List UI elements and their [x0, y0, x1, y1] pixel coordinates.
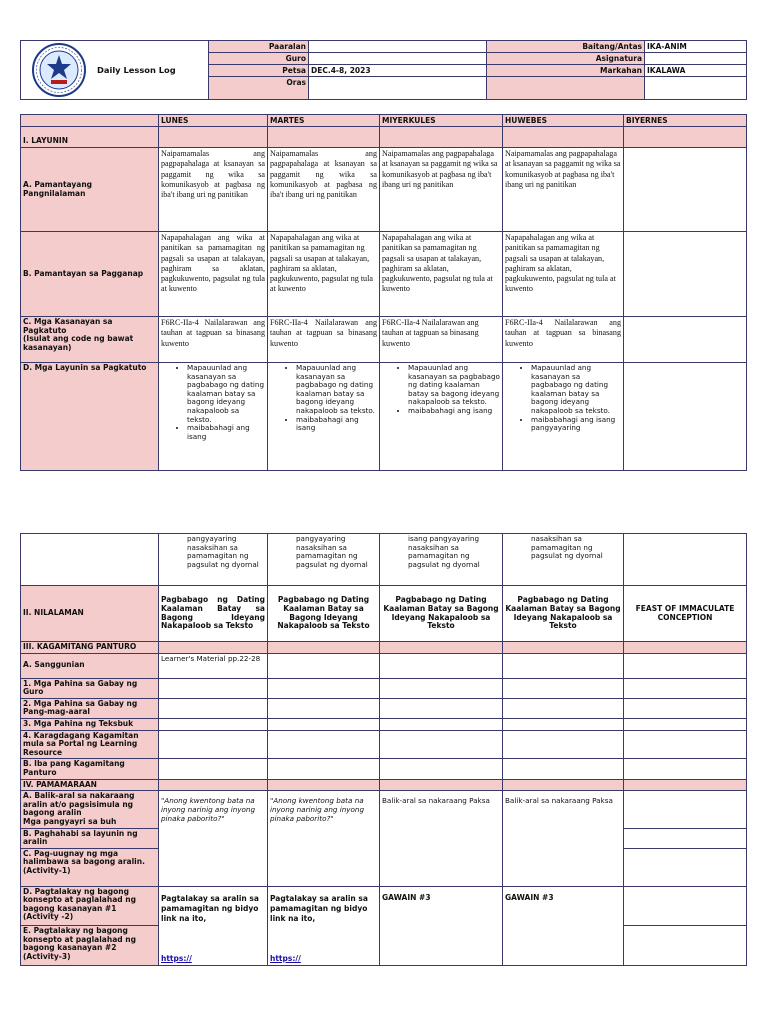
- day-miyerkules: MIYERKULES: [380, 115, 503, 127]
- paaralan-value: [309, 41, 487, 53]
- empty-cell: [380, 678, 503, 698]
- empty-cell: [159, 759, 268, 779]
- pamamaraan-fill: [268, 779, 380, 791]
- cont-biyernes: [624, 534, 747, 586]
- empty-cell: [503, 698, 624, 718]
- pamamaraan-fill: [503, 779, 624, 791]
- baitang-value: IKA-ANIM: [645, 41, 747, 53]
- day-lunes: LUNES: [159, 115, 268, 127]
- cell-c-biyernes: [624, 317, 747, 363]
- cont-martes: [268, 534, 380, 586]
- kagamitan-fill: [503, 642, 624, 654]
- row-label-pamantayang-pangnilalaman: A. Pamantayang Pangnilalaman: [21, 148, 159, 232]
- iba-pang-kagamitan-label: B. Iba pang Kagamitang Panturo: [21, 759, 159, 779]
- lesson-table-block: [20, 533, 746, 966]
- empty-cell: [503, 653, 624, 678]
- pagtalakay-1-text: D. Pagtalakay ng bagong konsepto at paglalahad ng bagong kasanayan #1: [23, 886, 136, 913]
- lesson-table: [20, 533, 747, 966]
- activity-3-note: (Activity-3): [23, 951, 71, 961]
- cell-d-biyernes: [624, 363, 747, 471]
- oras-value: [309, 77, 487, 100]
- guro-value: [309, 53, 487, 65]
- cell-c-huwebes: F6RC-IIa-4 Nailalarawan ang tauhan at tagpuan sa binasang kuwento: [503, 317, 624, 363]
- activity-1-note: (Activity-1): [23, 865, 71, 875]
- kasanayan-note: (Isulat ang code ng bawat kasanayan): [23, 334, 134, 352]
- list-item: • maibabahagi ang isang pangyayaring: [531, 416, 621, 433]
- row-label-pamantayan-sa-pagganap: B. Pamantayan sa Pagganap: [21, 232, 159, 317]
- row-label-layunin-sa-pagkatuto: D. Mga Layunin sa Pagkatuto: [21, 363, 159, 471]
- nilalaman-label: II. NILALAMAN: [21, 586, 159, 642]
- header-table: [20, 40, 747, 100]
- header-block: [20, 40, 746, 98]
- activity-2-note: (Activity -2): [23, 912, 74, 922]
- cell-a-lunes: Naipamamalas ang pagpapahalaga at ksanayan sa paggamit ng wika sa komunikasyob at pagbasa ng iba't ibang uri ng panitikan: [159, 148, 268, 232]
- feast-note: FEAST OF IMMACULATE CONCEPTION: [624, 586, 747, 642]
- pagtalakay-text: Pagtalakay sa aralin sa pamamagitan ng bidyo link na ito,: [270, 893, 368, 923]
- cell-b-huwebes: Napapahalagan ang wika at panitikan sa pamamagitan ng pagsali sa usapan at talakayan, paghiram sa aklatan, pagkukuwento, pagsulat ng tula at kuwento: [503, 232, 624, 317]
- pagtalakay-lunes: [159, 886, 268, 965]
- empty-cell: [624, 791, 747, 828]
- nilalaman-martes: Pagbabago ng Dating Kaalaman Batay sa Bagong Ideyang Nakapaloob sa Teksto: [268, 586, 380, 642]
- empty-cell: [503, 759, 624, 779]
- corner-cell: [21, 115, 159, 127]
- baitang-label: Baitang/Antas: [487, 41, 645, 53]
- balik-aral-note: Mga pangyayri sa buh: [23, 816, 117, 826]
- empty-cell: [268, 730, 380, 759]
- pagtalakay-2-label: [21, 926, 159, 966]
- layunin-fill: [624, 127, 747, 148]
- pagtalakay-2-text: E. Pagtalakay ng bagong konsepto at paglalahad ng bagong kasanayan #2: [23, 926, 136, 953]
- gabay-guro-label: 1. Mga Pahina sa Gabay ng Guro: [21, 678, 159, 698]
- nilalaman-huwebes: Pagbabago ng Dating Kaalaman Batay sa Bagong Ideyang Nakapaloob sa Teksto: [503, 586, 624, 642]
- cont-label: [21, 534, 159, 586]
- kagamitan-heading: III. KAGAMITANG PANTURO: [21, 642, 159, 654]
- pamamaraan-fill: [159, 779, 268, 791]
- balik-aral-label: [21, 791, 159, 828]
- oras-label: Oras: [209, 77, 309, 100]
- kagamitan-fill: [624, 642, 747, 654]
- gawain-huwebes: GAWAIN #3: [503, 886, 624, 965]
- pag-uugnay-label: [21, 848, 159, 886]
- layunin-fill: [380, 127, 503, 148]
- petsa-label: Petsa: [209, 65, 309, 77]
- cont-miyerkules: [380, 534, 503, 586]
- cont-text: isang pangyayaring nasaksihan sa pamamagitan ng pagsulat ng dyornal: [408, 534, 480, 569]
- cell-c-lunes: F6RC-IIa-4 Nailalarawan ang tauhan at tagpuan sa binasang kuwento: [159, 317, 268, 363]
- empty-cell: [380, 698, 503, 718]
- empty-cell: [624, 698, 747, 718]
- cell-a-huwebes: Naipamamalas ang pagpapahalaga at ksanayan sa paggamit ng wika sa komunikasyob at pagbasa ng iba't ibang uri ng panitikan: [503, 148, 624, 232]
- empty-cell: [159, 718, 268, 730]
- objectives-table: [20, 114, 747, 471]
- empty-cell: [624, 730, 747, 759]
- portal-label: 4. Karagdagang Kagamitan mula sa Portal ng Learning Resource: [21, 730, 159, 759]
- list-item: • maibabahagi ang isang: [408, 407, 500, 416]
- empty-cell: [380, 653, 503, 678]
- layunin-heading: I. LAYUNIN: [21, 127, 159, 148]
- sanggunian-label: A. Sanggunian: [21, 653, 159, 678]
- cell-c-martes: F6RC-IIa-4 Nailalarawan ang tauhan at tagpuan sa binasang kuwento: [268, 317, 380, 363]
- cell-b-martes: Napapahalagan ang wika at panitikan sa pamamagitan ng pagsali sa usapan at talakayan, paghiram sa aklatan, pagkukuwento, pagsulat ng tula at kuwento: [268, 232, 380, 317]
- cell-a-martes: Naipamamalas ang pagpapahalaga at ksanayan sa paggamit ng wika sa komunikasyob at pagbasa ng iba't ibang uri ng panitikan: [268, 148, 380, 232]
- day-huwebes: HUWEBES: [503, 115, 624, 127]
- kagamitan-fill: [159, 642, 268, 654]
- cell-a-biyernes: [624, 148, 747, 232]
- list-item: • maibabahagi ang isang: [187, 424, 265, 441]
- list-item: • Mapauunlad ang kasanayan sa pagbabago ng dating kaalaman batay sa bagong ideyang nakapaloob sa teksto.: [531, 364, 621, 416]
- cont-text: pangyayaring nasaksihan sa pamamagitan ng pagsulat ng dyornal: [187, 534, 259, 569]
- empty-cell: [503, 730, 624, 759]
- pamamaraan-heading: IV. PAMAMARAAN: [21, 779, 159, 791]
- layunin-fill: [503, 127, 624, 148]
- cont-text: nasaksihan sa pamamagitan ng pagsulat ng dyornal: [531, 534, 603, 561]
- empty-cell: [268, 718, 380, 730]
- objectives-table-block: [20, 114, 746, 471]
- kagamitan-fill: [380, 642, 503, 654]
- empty-cell: [159, 678, 268, 698]
- list-item: • Mapauunlad ang kasanayan sa pagbabago ng dating kaalaman batay sa bagong ideyang nakapaloob sa teksto.: [408, 364, 500, 407]
- cell-d-martes: [268, 363, 380, 471]
- cont-lunes: [159, 534, 268, 586]
- cell-d-lunes: [159, 363, 268, 471]
- nilalaman-lunes: Pagbabago ng Dating Kaalaman Batay sa Bagong Ideyang Nakapaloob sa Teksto: [159, 586, 268, 642]
- pamamaraan-fill: [380, 779, 503, 791]
- list-item: • maibabahagi ang isang: [296, 416, 377, 433]
- day-martes: MARTES: [268, 115, 380, 127]
- gabay-magaaral-label: 2. Mga Pahina sa Gabay ng Pang-mag-aaral: [21, 698, 159, 718]
- empty-cell: [268, 678, 380, 698]
- pagtalakay-text: Pagtalakay sa aralin sa pamamagitan ng bidyo link na ito,: [161, 893, 259, 923]
- empty-cell: [624, 653, 747, 678]
- deped-seal-icon: [31, 42, 87, 98]
- sanggunian-lunes: Learner's Material pp.22-28: [159, 653, 268, 678]
- empty-cell: [159, 698, 268, 718]
- cell-a-miyerkules: Naipamamalas ang pagpapahalaga at ksanayan sa paggamit ng wika sa komunikasyob at pagbasa ng iba't ibang uri ng panitikan: [380, 148, 503, 232]
- pagtalakay-1-label: [21, 886, 159, 926]
- empty-cell: [503, 718, 624, 730]
- cell-c-miyerkules: F6RC-IIa-4 Nailalarawan ang tauhan at tagpuan sa binasang kuwento: [380, 317, 503, 363]
- markahan-label: Markahan: [487, 65, 645, 77]
- video-link-lunes[interactable]: https://: [161, 953, 192, 963]
- petsa-value: DEC.4-8, 2023: [309, 65, 487, 77]
- list-item: • Mapauunlad ang kasanayan sa pagbabago ng dating kaalaman batay sa bagong ideyang nakapaloob sa teksto.: [296, 364, 377, 416]
- day-biyernes: BIYERNES: [624, 115, 747, 127]
- empty-cell: [268, 653, 380, 678]
- empty-cell: [268, 759, 380, 779]
- empty-cell: [624, 926, 747, 966]
- empty-cell: [624, 759, 747, 779]
- layunin-fill: [159, 127, 268, 148]
- balik-aral-text: A. Balik-aral sa nakaraang aralin at/o pagsisimula ng bagong aralin: [23, 791, 135, 818]
- empty-cell: [380, 730, 503, 759]
- video-link-martes[interactable]: https://: [270, 953, 301, 963]
- empty-cell: [624, 886, 747, 926]
- quote-martes: "Anong kwentong bata na inyong narinig ang inyong pinaka paborito?": [268, 791, 380, 887]
- cont-huwebes: [503, 534, 624, 586]
- teksbuk-label: 3. Mga Pahina ng Teksbuk: [21, 718, 159, 730]
- pag-uugnay-text: C. Pag-uugnay ng mga halimbawa sa bagong aralin.: [23, 848, 145, 867]
- empty-cell: [159, 730, 268, 759]
- asignatura-value: [645, 53, 747, 65]
- paghahabi-label: B. Paghahabi sa layunin ng aralin: [21, 828, 159, 848]
- asignatura-label: Asignatura: [487, 53, 645, 65]
- empty-cell: [624, 848, 747, 886]
- cell-d-miyerkules: [380, 363, 503, 471]
- cell-b-miyerkules: Napapahalagan ang wika at panitikan sa pamamagitan ng pagsali sa usapan at talakayan, paghiram sa aklatan, pagkukuwento, pagsulat ng tula at kuwento: [380, 232, 503, 317]
- layunin-fill: [268, 127, 380, 148]
- balik-huwebes: Balik-aral sa nakaraang Paksa: [503, 791, 624, 887]
- empty-cell: [624, 678, 747, 698]
- empty-cell: [503, 678, 624, 698]
- guro-label: Guro: [209, 53, 309, 65]
- pamamaraan-fill: [624, 779, 747, 791]
- cell-b-biyernes: [624, 232, 747, 317]
- doc-title: Daily Lesson Log: [97, 65, 176, 75]
- quote-lunes: "Anong kwentong bata na inyong narinig ang inyong pinaka paborito?": [159, 791, 268, 887]
- kasanayan-title: C. Mga Kasanayan sa Pagkatuto: [23, 317, 113, 335]
- markahan-value: IKALAWA: [645, 65, 747, 77]
- nilalaman-miyerkules: Pagbabago ng Dating Kaalaman Batay sa Bagong Ideyang Nakapaloob sa Teksto: [380, 586, 503, 642]
- empty-cell: [624, 718, 747, 730]
- paaralan-label: Paaralan: [209, 41, 309, 53]
- logo-cell: [21, 41, 209, 100]
- list-item: • Mapauunlad ang kasanayan sa pagbabago ng dating kaalaman batay sa bagong ideyang nakapaloob sa teksto.: [187, 364, 265, 424]
- kagamitan-fill: [268, 642, 380, 654]
- header-empty-pink: [487, 77, 645, 100]
- balik-miyerkules: Balik-aral sa nakaraang Paksa: [380, 791, 503, 887]
- empty-cell: [380, 759, 503, 779]
- empty-cell: [268, 698, 380, 718]
- cell-d-huwebes: [503, 363, 624, 471]
- cont-text: pangyayaring nasaksihan sa pamamagitan ng pagsulat ng dyornal: [296, 534, 368, 569]
- row-label-kasanayan: [21, 317, 159, 363]
- empty-cell: [380, 718, 503, 730]
- header-empty: [645, 77, 747, 100]
- pagtalakay-martes: [268, 886, 380, 965]
- empty-cell: [624, 828, 747, 848]
- gawain-miyerkules: GAWAIN #3: [380, 886, 503, 965]
- cell-b-lunes: Napapahalagan ang wika at panitikan sa pamamagitan ng pagsali sa usapan at talakayan, paghiram sa aklatan, pagkukuwento, pagsulat ng tula at kuwento: [159, 232, 268, 317]
